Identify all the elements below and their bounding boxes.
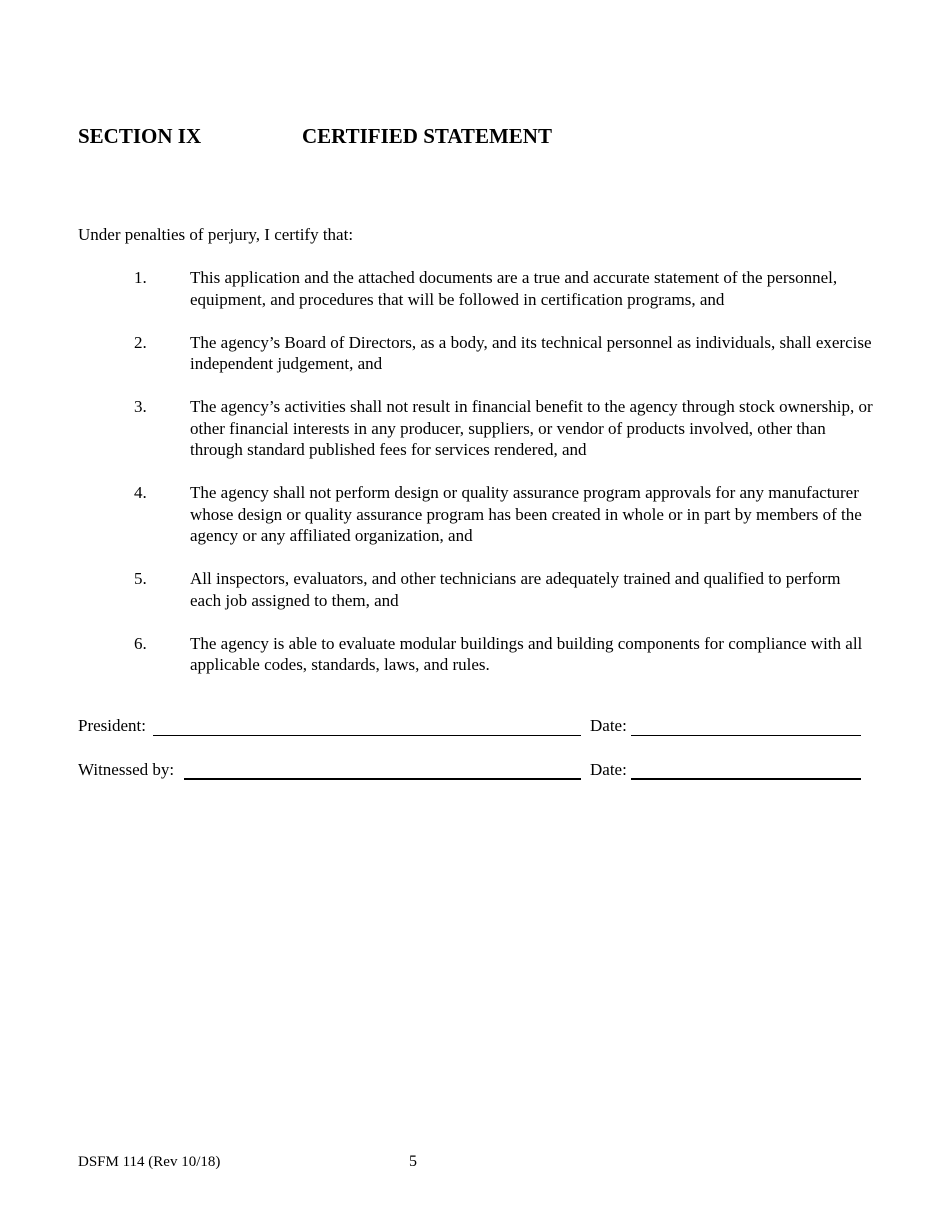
president-date-line[interactable] [631, 735, 861, 736]
item-number: 5. [134, 569, 147, 588]
section-heading [78, 124, 552, 149]
item-number: 1. [134, 268, 147, 287]
witness-date-label: Date: [590, 760, 627, 779]
certification-item [134, 568, 874, 611]
form-identifier: DSFM 114 (Rev 10/18) [78, 1154, 221, 1170]
certification-item [134, 267, 874, 310]
president-signature-row [78, 716, 862, 740]
page-number: 5 [409, 1153, 417, 1170]
section-title: CERTIFIED STATEMENT [302, 124, 552, 148]
section-number: SECTION IX [78, 124, 202, 148]
witness-label: Witnessed by: [78, 760, 175, 779]
item-number: 3. [134, 397, 147, 416]
certification-list [134, 267, 874, 697]
certification-item [134, 633, 874, 676]
president-date-label: Date: [590, 716, 627, 735]
witness-signature-line[interactable] [184, 778, 581, 780]
certification-item [134, 482, 874, 547]
item-text: All inspectors, evaluators, and other technicians are adequately trained and qualified to perform each job assigned to them, and [190, 569, 841, 610]
item-number: 2. [134, 332, 147, 352]
certification-intro: Under penalties of perjury, I certify that: [78, 225, 354, 244]
certification-item [134, 396, 874, 461]
item-text: This application and the attached documents are a true and accurate statement of the personnel, equipment, and procedures that will be followed in certification programs, and [190, 268, 838, 309]
item-text: The agency shall not perform design or quality assurance program approvals for any manufacturer whose design or quality assurance program has been created in whole or in part by members of the agency or any affiliated organization, and [190, 483, 862, 545]
certification-item [134, 332, 874, 375]
item-number: 4. [134, 483, 147, 502]
item-number: 6. [134, 633, 147, 653]
president-signature-line[interactable] [153, 735, 581, 736]
witness-signature-row [78, 760, 862, 784]
item-text: The agency’s activities shall not result in financial benefit to the agency through stock ownership, or other financial interests in any producer, suppliers, or vendor of products involved, other than through standard published fees for services rendered, and [190, 397, 873, 459]
president-label: President: [78, 716, 146, 735]
witness-date-line[interactable] [631, 778, 861, 780]
item-text: The agency’s Board of Directors, as a body, and its technical personnel as individuals, shall exercise independent judgement, and [190, 332, 872, 373]
item-text: The agency is able to evaluate modular buildings and building components for compliance with all applicable codes, standards, laws, and rules. [190, 633, 863, 674]
